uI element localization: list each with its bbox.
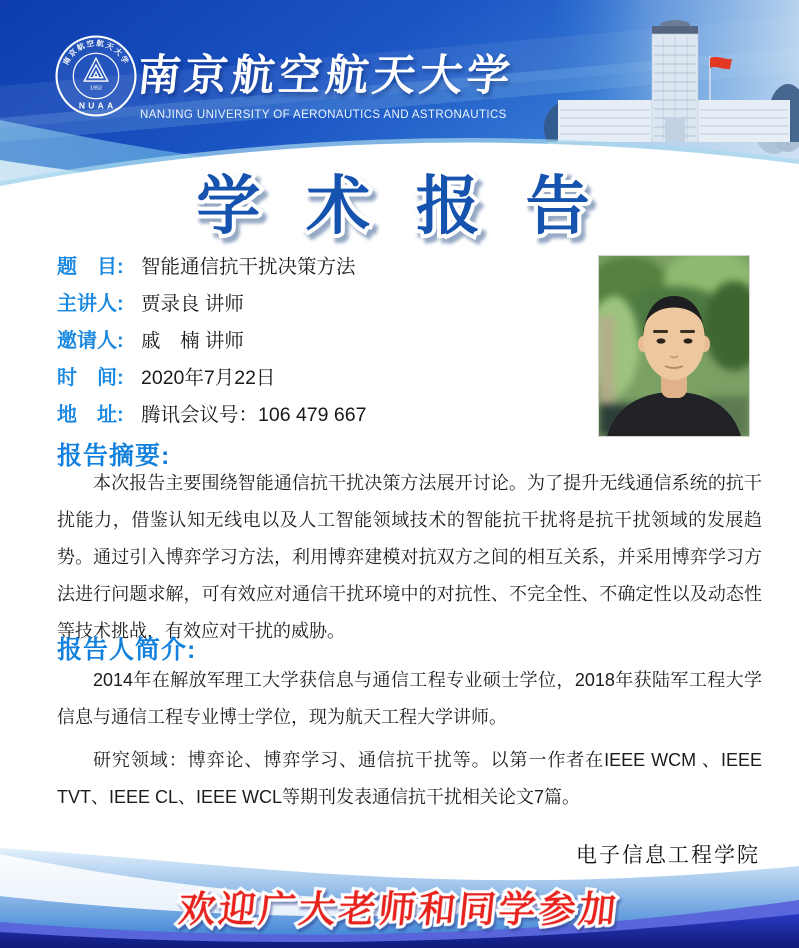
page-title-text: 学 术 报 告 bbox=[196, 170, 604, 242]
info-row bbox=[57, 250, 366, 278]
abstract-body: 本次报告主要围绕智能通信抗干扰决策方法展开讨论。为了提升无线通信系统的抗干扰能力，借鉴认知无线电以及人工智能领域技术的智能抗干扰将是抗干扰领域的发展趋势。通过引入博弈学习方法，利用博弈建模对抗双方之间的相互关系，并采用博弈学习方法进行问题求解，可有效应对通信干扰环境中的对抗性、不完全性、不确定性以及动态性等技术挑战，有效应对干扰的威胁。 bbox=[57, 473, 762, 641]
university-name-en: NANJING UNIVERSITY OF AERONAUTICS AND ASTRONAUTICS bbox=[140, 109, 507, 121]
university-name-cn: 南京航空航天大学 bbox=[135, 52, 517, 100]
info-value: 智能通信抗干扰决策方法 bbox=[141, 256, 356, 278]
info-value: 戚 楠 讲师 bbox=[141, 330, 244, 352]
info-row bbox=[57, 287, 366, 315]
page-title bbox=[0, 150, 799, 260]
logo-ring-text: 南京航空航天大学 bbox=[61, 38, 131, 67]
abstract-heading: 报告摘要: bbox=[57, 442, 171, 470]
portrait-illustration bbox=[599, 256, 749, 436]
info-row bbox=[57, 361, 366, 389]
info-value: 腾讯会议号：106 479 667 bbox=[141, 404, 367, 426]
bio-body bbox=[57, 662, 762, 822]
university-logo bbox=[54, 34, 138, 118]
info-list bbox=[57, 250, 366, 435]
info-label: 地 址: bbox=[57, 404, 124, 426]
logo-year: 1952 bbox=[89, 85, 103, 92]
bio-paragraph-1: 2014年在解放军理工大学获信息与通信工程专业硕士学位，2018年获陆军工程大学信息与通信工程专业博士学位，现为航天工程大学讲师。 bbox=[57, 670, 762, 727]
bio-heading: 报告人简介: bbox=[57, 636, 197, 664]
info-label: 主讲人: bbox=[57, 293, 124, 315]
info-label: 邀请人: bbox=[57, 330, 124, 352]
bio-paragraph-2: 研究领域：博弈论、博弈学习、通信抗干扰等。以第一作者在IEEE WCM 、IEEE TVT、IEEE CL、IEEE WCL等期刊发表通信抗干扰相关论文7篇。 bbox=[57, 750, 762, 807]
info-label: 时 间: bbox=[57, 367, 124, 389]
logo-acronym: NUAA bbox=[78, 100, 117, 111]
info-label: 题 目: bbox=[57, 256, 124, 278]
welcome-banner-text: 欢迎广大老师和同学参加 bbox=[176, 888, 621, 930]
info-value: 2020年7月22日 bbox=[141, 367, 276, 389]
department-name: 电子信息工程学院 bbox=[576, 844, 760, 867]
info-row bbox=[57, 324, 366, 352]
info-value: 贾录良 讲师 bbox=[141, 293, 244, 315]
info-row bbox=[57, 398, 367, 426]
speaker-photo bbox=[598, 255, 750, 437]
welcome-banner bbox=[0, 878, 799, 942]
